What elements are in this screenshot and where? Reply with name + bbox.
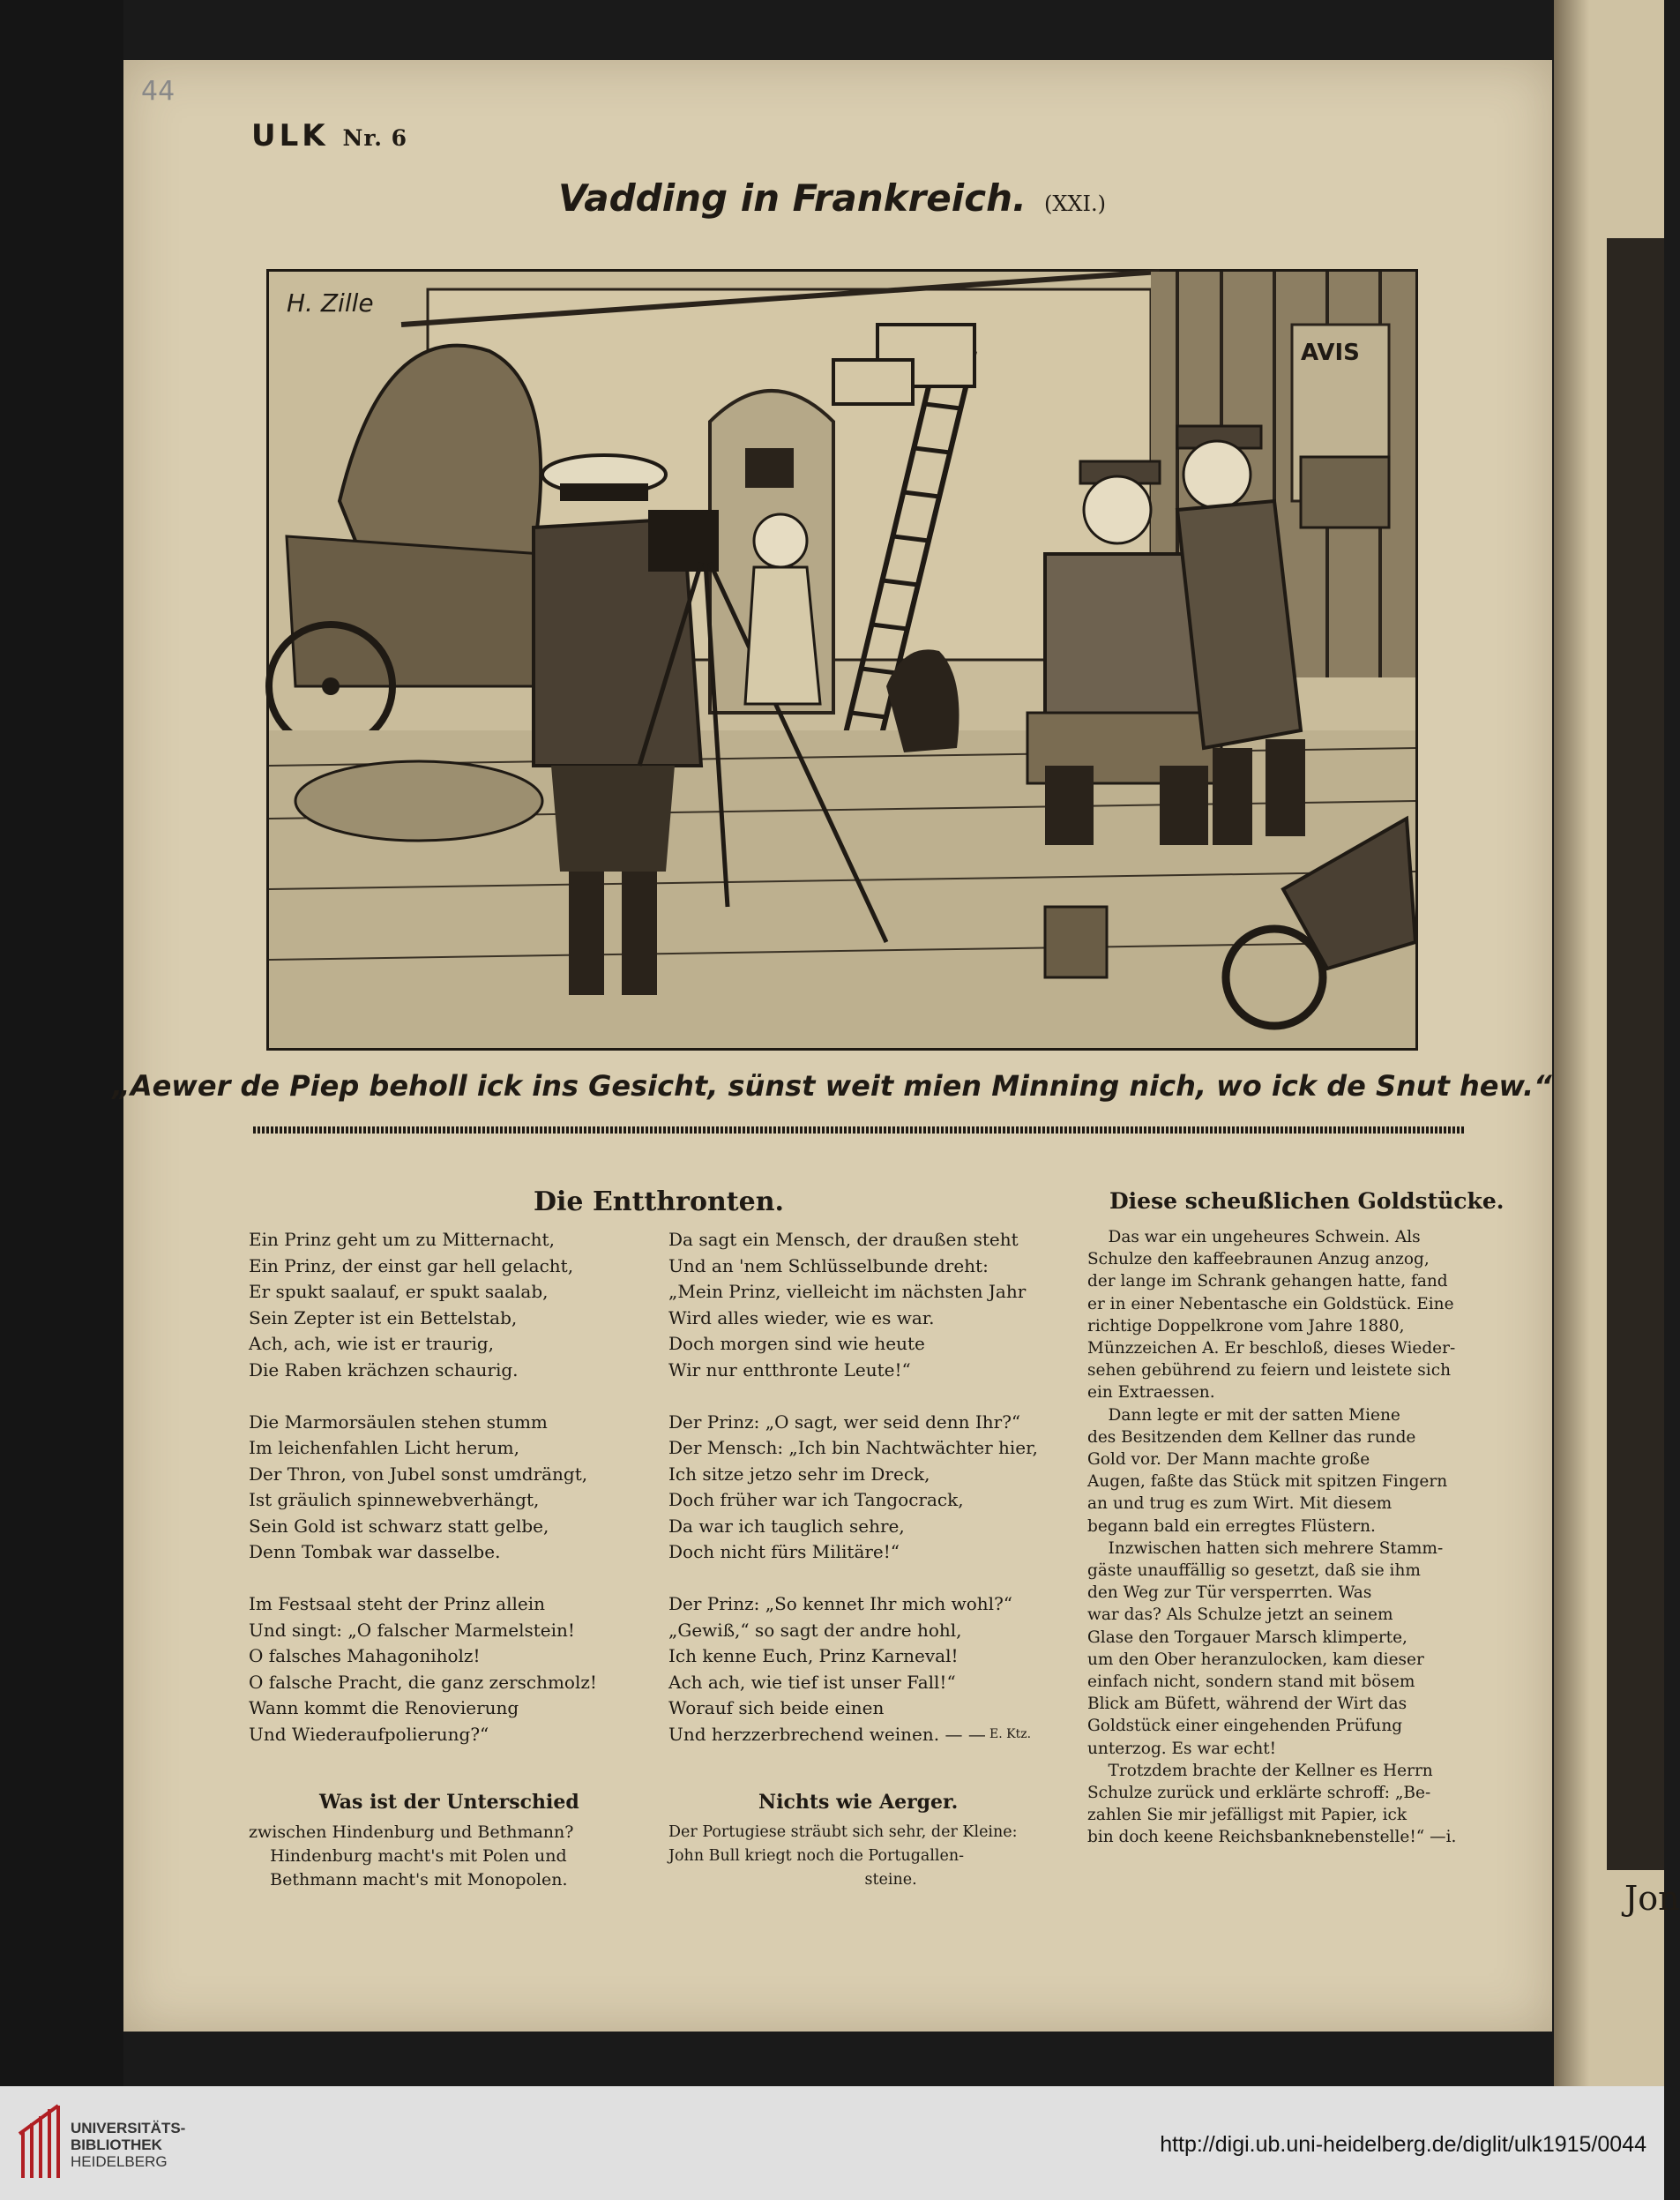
facing-page-illustration [1607,238,1664,1870]
joke-1-body: zwischen Hindenburg und Bethmann? Hindenburg macht's mit Polen und Bethmann macht's mit Monopolen. [249,1822,574,1889]
source-url[interactable]: http://digi.ub.uni-heidelberg.de/diglit/ulk1915/0044 [1160,2132,1646,2157]
joke-2-body: Der Portugiese sträubt sich sehr, der Kleine: John Bull kriegt noch die Portugallen- steine. [668,1823,1018,1889]
library-name [71,2120,185,2170]
poem-column-1: Ein Prinz geht um zu Mitternacht, Ein Prinz, der einst gar hell gelacht, Er spukt saalauf, er spukt saalab, Sein Zepter ist ein Bettelstab, Ach, ach, wie ist er traurig, Die Raben krächzen schaurig. Die Marmorsäulen stehen stumm Im leichenfahlen Licht herum, Der Thron, von Jubel sonst umdrängt, Ist gräulich spinnewebverhängt, Sein Gold ist schwarz statt gelbe, Denn Tombak war dasselbe. Im Festsaal steht der Prinz allein Und singt: „O falscher Marmelstein! O falsches Mahagoniholz! O falsche Pracht, die ganz zerschmolz! Wann kommt die Renovierung Und Wiederaufpolierung?“ [249,1229,597,1745]
facing-page-edge [1554,0,1680,2086]
avis-sign: AVIS [1301,340,1360,366]
library-name-line-3: HEIDELBERG [71,2153,168,2170]
magazine-header [251,118,407,153]
page-fold [1554,0,1589,2086]
scan-left-edge [0,0,123,2086]
poem-column-2: Da sagt ein Mensch, der draußen steht Und an 'nem Schlüsselbunde dreht: „Mein Prinz, vielleicht im nächsten Jahr Wird alles wieder, wie es war. Doch morgen sind wie heute Wir nur entthronte Leute!“ Der Prinz: „O sagt, wer seid denn Ihr?“ Der Mensch: „Ich bin Nachtwächter hier, Ich sitze jetzo sehr im Dreck, Doch früher war ich Tangocrack, Da war ich tauglich sehre, Doch nicht fürs Militäre!“ Der Prinz: „So kennet Ihr mich wohl?“ „Gewiß,“ so sagt der andre hohl, Ich kenne Euch, Prinz Karneval! Ach ach, wie tief ist unser Fall!“ Worauf sich beide einen Und herzzerbrechend weinen. — — [668,1229,1038,1745]
artist-signature: H. Zille [287,288,374,318]
title-sub: (XXI.) [1043,191,1106,216]
magazine-name: ULK [251,118,329,153]
story-title: Diese scheußlichen Goldstücke. [1109,1188,1505,1214]
poem-title: Die Entthronten. [534,1186,784,1217]
cartoon-illustration [266,269,1418,1051]
facing-page-word: Jon [1624,1879,1680,1918]
title-main: Vadding in Frankreich. [558,176,1027,220]
story-body: Das war ein ungeheures Schwein. Als Schulze den kaffeebraunen Anzug anzog, der lange im Schrank gehangen hatte, fand er in einer Nebentasche ein Goldstück. Eine richtige Doppelkrone vom Jahre 1880, Münzzeichen A. Er beschloß, dieses Wieder- sehen gebührend zu feiern und leistete sich ein Extraessen. Dann legte er mit der satten Miene des Besitzenden dem Kellner das runde Gold vor. Der Mann machte große Augen, faßte das Stück mit spitzen Fingern an und trug es zum Wirt. Mit diesem begann bald ein erregtes Flüstern. Inzwischen hatten sich mehrere Stamm- gäste unauffällig so gesetzt, daß sie ihm den Weg zur Tür versperrten. Was war das? Als Schulze jetzt an seinem Glase den Torgauer Marsch klimperte, um den Ober heranzulocken, kam dieser einfach nicht, sondern stand mit bösem Blick am Büfett, während der Wirt das Goldstück einer eingehenden Prüfung unterzog. Es war echt! Trotzdem brachte der Kellner es Herrn Schulze zurück und erklärte schroff: „Be- zahlen Sie mir jefälligst mit Papier, ick bin doch keene Reichsbanknebenstelle!“ —i. [1087,1228,1457,1847]
joke-2-title: Nichts wie Aerger. [758,1791,959,1814]
page-title [0,176,1664,220]
pencil-page-note: 44 [141,76,175,107]
library-name-line-2: BIBLIOTHEK [71,2136,162,2153]
section-divider [253,1126,1466,1134]
library-footer [0,2086,1664,2200]
library-name-line-1: UNIVERSITÄTS- [71,2120,186,2136]
cartoon-drawing [269,272,1415,1048]
joke-1-title: Was ist der Unterschied [319,1791,579,1814]
issue-number: Nr. 6 [342,125,407,151]
poem-signature: E. Ktz. [989,1727,1032,1741]
cartoon-caption: „Aewer de Piep beholl ick ins Gesicht, sünst weit mien Minning nich, wo ick de Snut hew.“ [112,1069,1552,1103]
library-logo-icon [19,2104,62,2181]
